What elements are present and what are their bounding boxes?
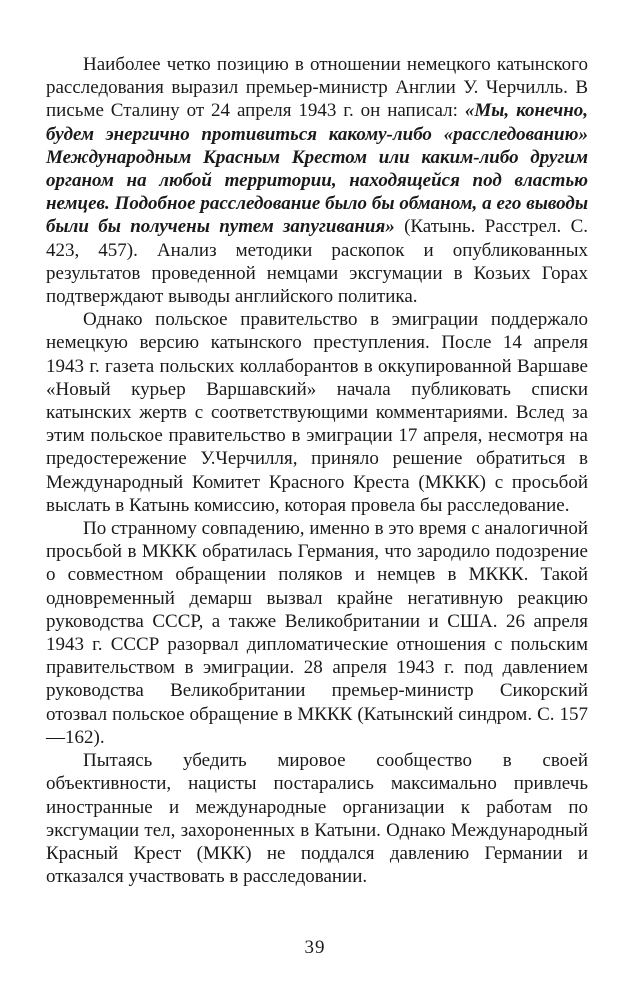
page-text [46, 53, 588, 888]
body-text: Однако польское правительство в эмиграции поддержало немецкую версию катынского преступления. После 14 апреля 1943 г. газета польских коллаборантов в оккупированной Варшаве «Новый курьер Варшавский» начала публиковать списки катынских жертв с соответствующими комментариями. Вслед за этим польское правительство в эмиграции 17 апреля, несмотря на предостережение У.Черчилля, приняло решение обратиться в Международный Комитет Красного Креста (МККК) с просьбой выслать в Катынь комиссию, которая провела бы расследование. [46, 309, 588, 516]
paragraph [46, 308, 588, 517]
body-text: (Катынь. Расстрел. С. 423, 457). Анализ методики раскопок и опубликованных результатов проведенной немцами эксгумации в Козьих Горах подтверждают выводы английского политика. [46, 216, 588, 308]
page-number: 39 [304, 937, 326, 958]
paragraph [46, 749, 588, 888]
body-text: Наиболее четко позицию в отношении немецкого катынского расследования выразил премьер-министр Англии У. Черчилль. В письме Сталину от 24 апреля 1943 г. он написал: [46, 54, 588, 122]
paragraph [46, 53, 588, 308]
body-text: По странному совпадению, именно в это время с аналогичной просьбой в МККК обратилась Германия, что зародило подозрение о совместном обращении поляков и немцев в МККК. Такой одновременный демарш вызвал крайне негативную реакцию руководства СССР, а также Великобритании и США. 26 апреля 1943 г. СССР разорвал дипломатические отношения с польским правительством в эмиграции. 28 апреля 1943 г. под давлением руководства Великобритании премьер-министр Сикорский отозвал польское обращение в МККК (Катынский синдром. С. 157—162). [46, 518, 588, 748]
quoted-text: «Мы, конечно, будем энергично противиться какому-либо «расследованию» Международным Красным Крестом или каким-либо другим органом на любой территории, находящейся под властью немцев. Подобное расследование было бы обманом, а его выводы были бы получены путем запугивания» [46, 100, 588, 238]
body-text: Пытаясь убедить мировое сообщество в своей объективности, нацисты постарались максимально привлечь иностранные и международные организации к работам по эксгумации тел, захороненных в Катыни. Однако Международный Красный Крест (МКК) не поддался давлению Германии и отказался участвовать в расследовании. [46, 750, 588, 888]
paragraph [46, 517, 588, 749]
